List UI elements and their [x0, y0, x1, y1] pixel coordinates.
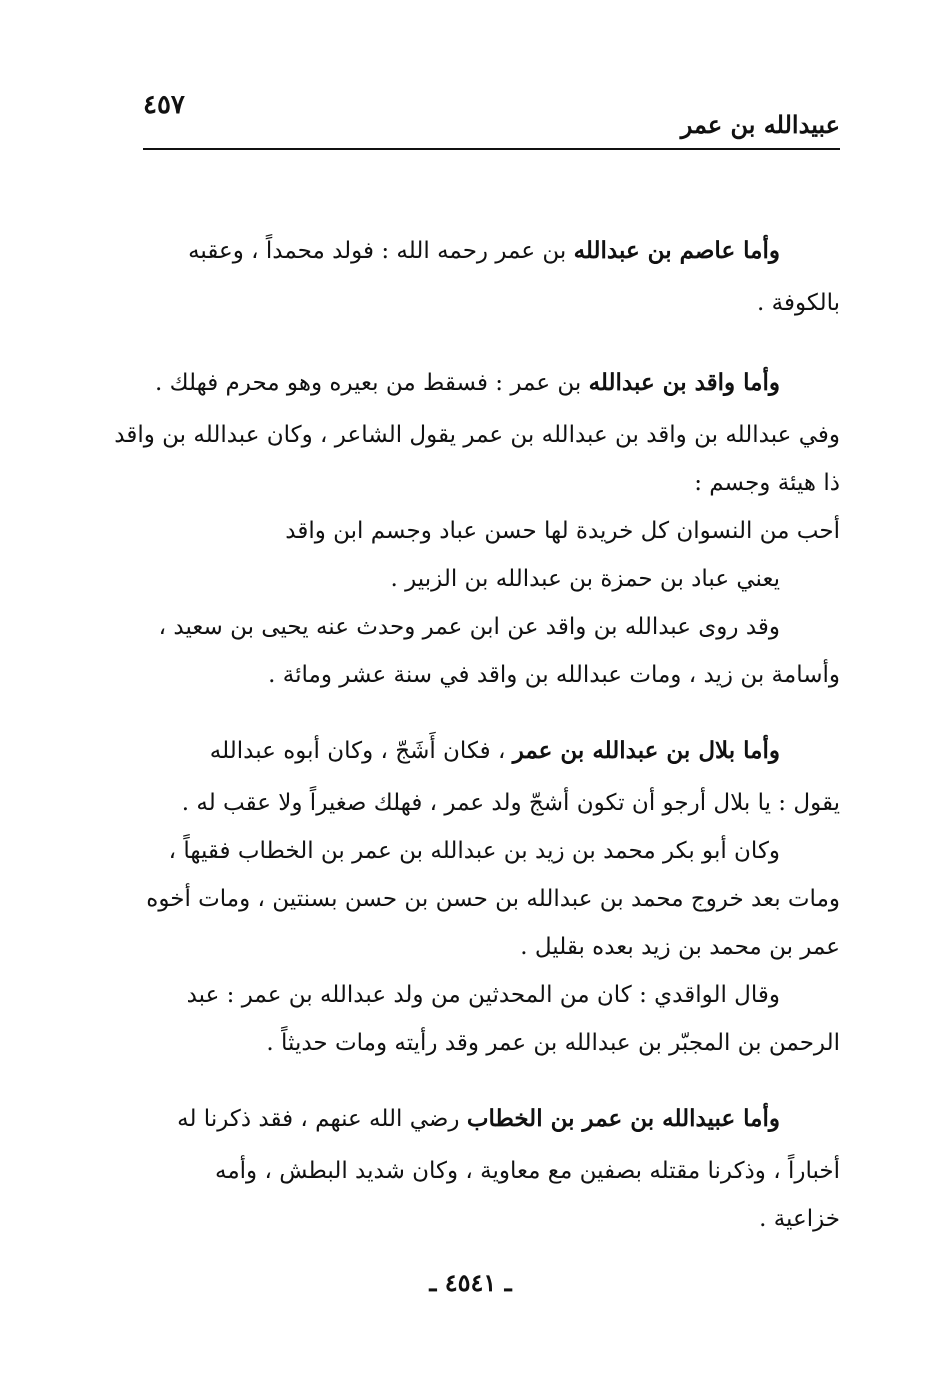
text-line	[118, 1093, 840, 1145]
line-text: بن عمر : فسقط من بعيره وهو محرم فهلك .	[155, 370, 589, 396]
line-text: وكان أبو بكر محمد بن زيد بن عبدالله بن عمر بن الخطاب فقيهاً ،	[168, 838, 780, 864]
paragraph-ubaydullah	[118, 1093, 840, 1241]
header-title: عبيدالله بن عمر	[680, 110, 840, 139]
text-line	[118, 921, 840, 969]
text-line	[118, 1193, 840, 1241]
paragraph-bilal	[118, 725, 840, 1065]
text-line	[118, 1145, 840, 1193]
line-text: خزاعية .	[759, 1206, 840, 1232]
line-text: رضي الله عنهم ، فقد ذكرنا له	[177, 1106, 467, 1132]
paragraph-asim	[118, 225, 840, 329]
paragraph-lead: وأما واقد بن عبدالله	[588, 369, 780, 396]
line-text: وقال الواقدي : كان من المحدثين من ولد عبدالله بن عمر : عبد	[186, 982, 780, 1008]
line-text: أحب من النسوان كل خريدة لها حسن عباد وجسم ابن واقد	[285, 518, 840, 544]
running-header	[143, 88, 840, 150]
line-text: وقد روى عبدالله بن واقد عن ابن عمر وحدث عنه يحيى بن سعيد ،	[158, 614, 780, 640]
paragraph-lead: وأما عبيدالله بن عمر بن الخطاب	[466, 1105, 780, 1132]
text-line	[118, 357, 840, 409]
text-line	[118, 649, 840, 697]
text-line	[118, 825, 840, 873]
line-text: يقول : يا بلال أرجو أن تكون أشجّ ولد عمر ، فهلك صغيراً ولا عقب له .	[181, 790, 840, 816]
line-text: بالكوفة .	[757, 290, 840, 316]
line-text: أخباراً ، وذكرنا مقتله بصفين مع معاوية ، وكان شديد البطش ، وأمه	[215, 1158, 840, 1184]
footer-page-number: ـ ٤٥٤١ ـ	[429, 1268, 512, 1297]
line-text: عمر بن محمد بن زيد بعده بقليل .	[520, 934, 840, 960]
text-line	[114, 409, 840, 457]
text-line	[118, 553, 840, 601]
line-text: ذا هيئة وجسم :	[694, 470, 840, 496]
line-text: وفي عبدالله بن واقد بن عبدالله بن عمر يقول الشاعر ، وكان عبدالله بن واقد	[114, 422, 840, 448]
line-text: بن عمر رحمه الله : فولد محمداً ، وعقبه	[188, 238, 574, 264]
text-line	[118, 225, 840, 277]
line-text: وأسامة بن زيد ، ومات عبدالله بن واقد في سنة عشر ومائة .	[268, 662, 840, 688]
text-line	[118, 777, 840, 825]
line-text: يعني عباد بن حمزة بن عبدالله بن الزبير .	[390, 566, 780, 592]
text-line	[118, 969, 840, 1017]
paragraph-lead: وأما عاصم بن عبدالله	[573, 237, 780, 264]
text-line	[118, 277, 840, 329]
header-page-number: ٤٥٧	[143, 90, 185, 120]
text-line	[118, 1017, 840, 1065]
text-line	[118, 725, 840, 777]
text-line	[118, 873, 840, 921]
paragraph-lead: وأما بلال بن عبدالله بن عمر	[512, 737, 780, 764]
text-line	[118, 601, 840, 649]
line-text: ، فكان أَشَجّ ، وكان أبوه عبدالله	[209, 738, 513, 764]
page-body	[114, 225, 840, 1241]
line-text: ومات بعد خروج محمد بن عبدالله بن حسن بن حسن بسنتين ، ومات أخوه	[146, 886, 840, 912]
text-line	[118, 457, 840, 505]
line-text: الرحمن بن المجبّر بن عبدالله بن عمر وقد رأيته ومات حديثاً .	[266, 1030, 840, 1056]
poetry-line	[118, 505, 840, 553]
paragraph-waqid	[114, 357, 840, 697]
